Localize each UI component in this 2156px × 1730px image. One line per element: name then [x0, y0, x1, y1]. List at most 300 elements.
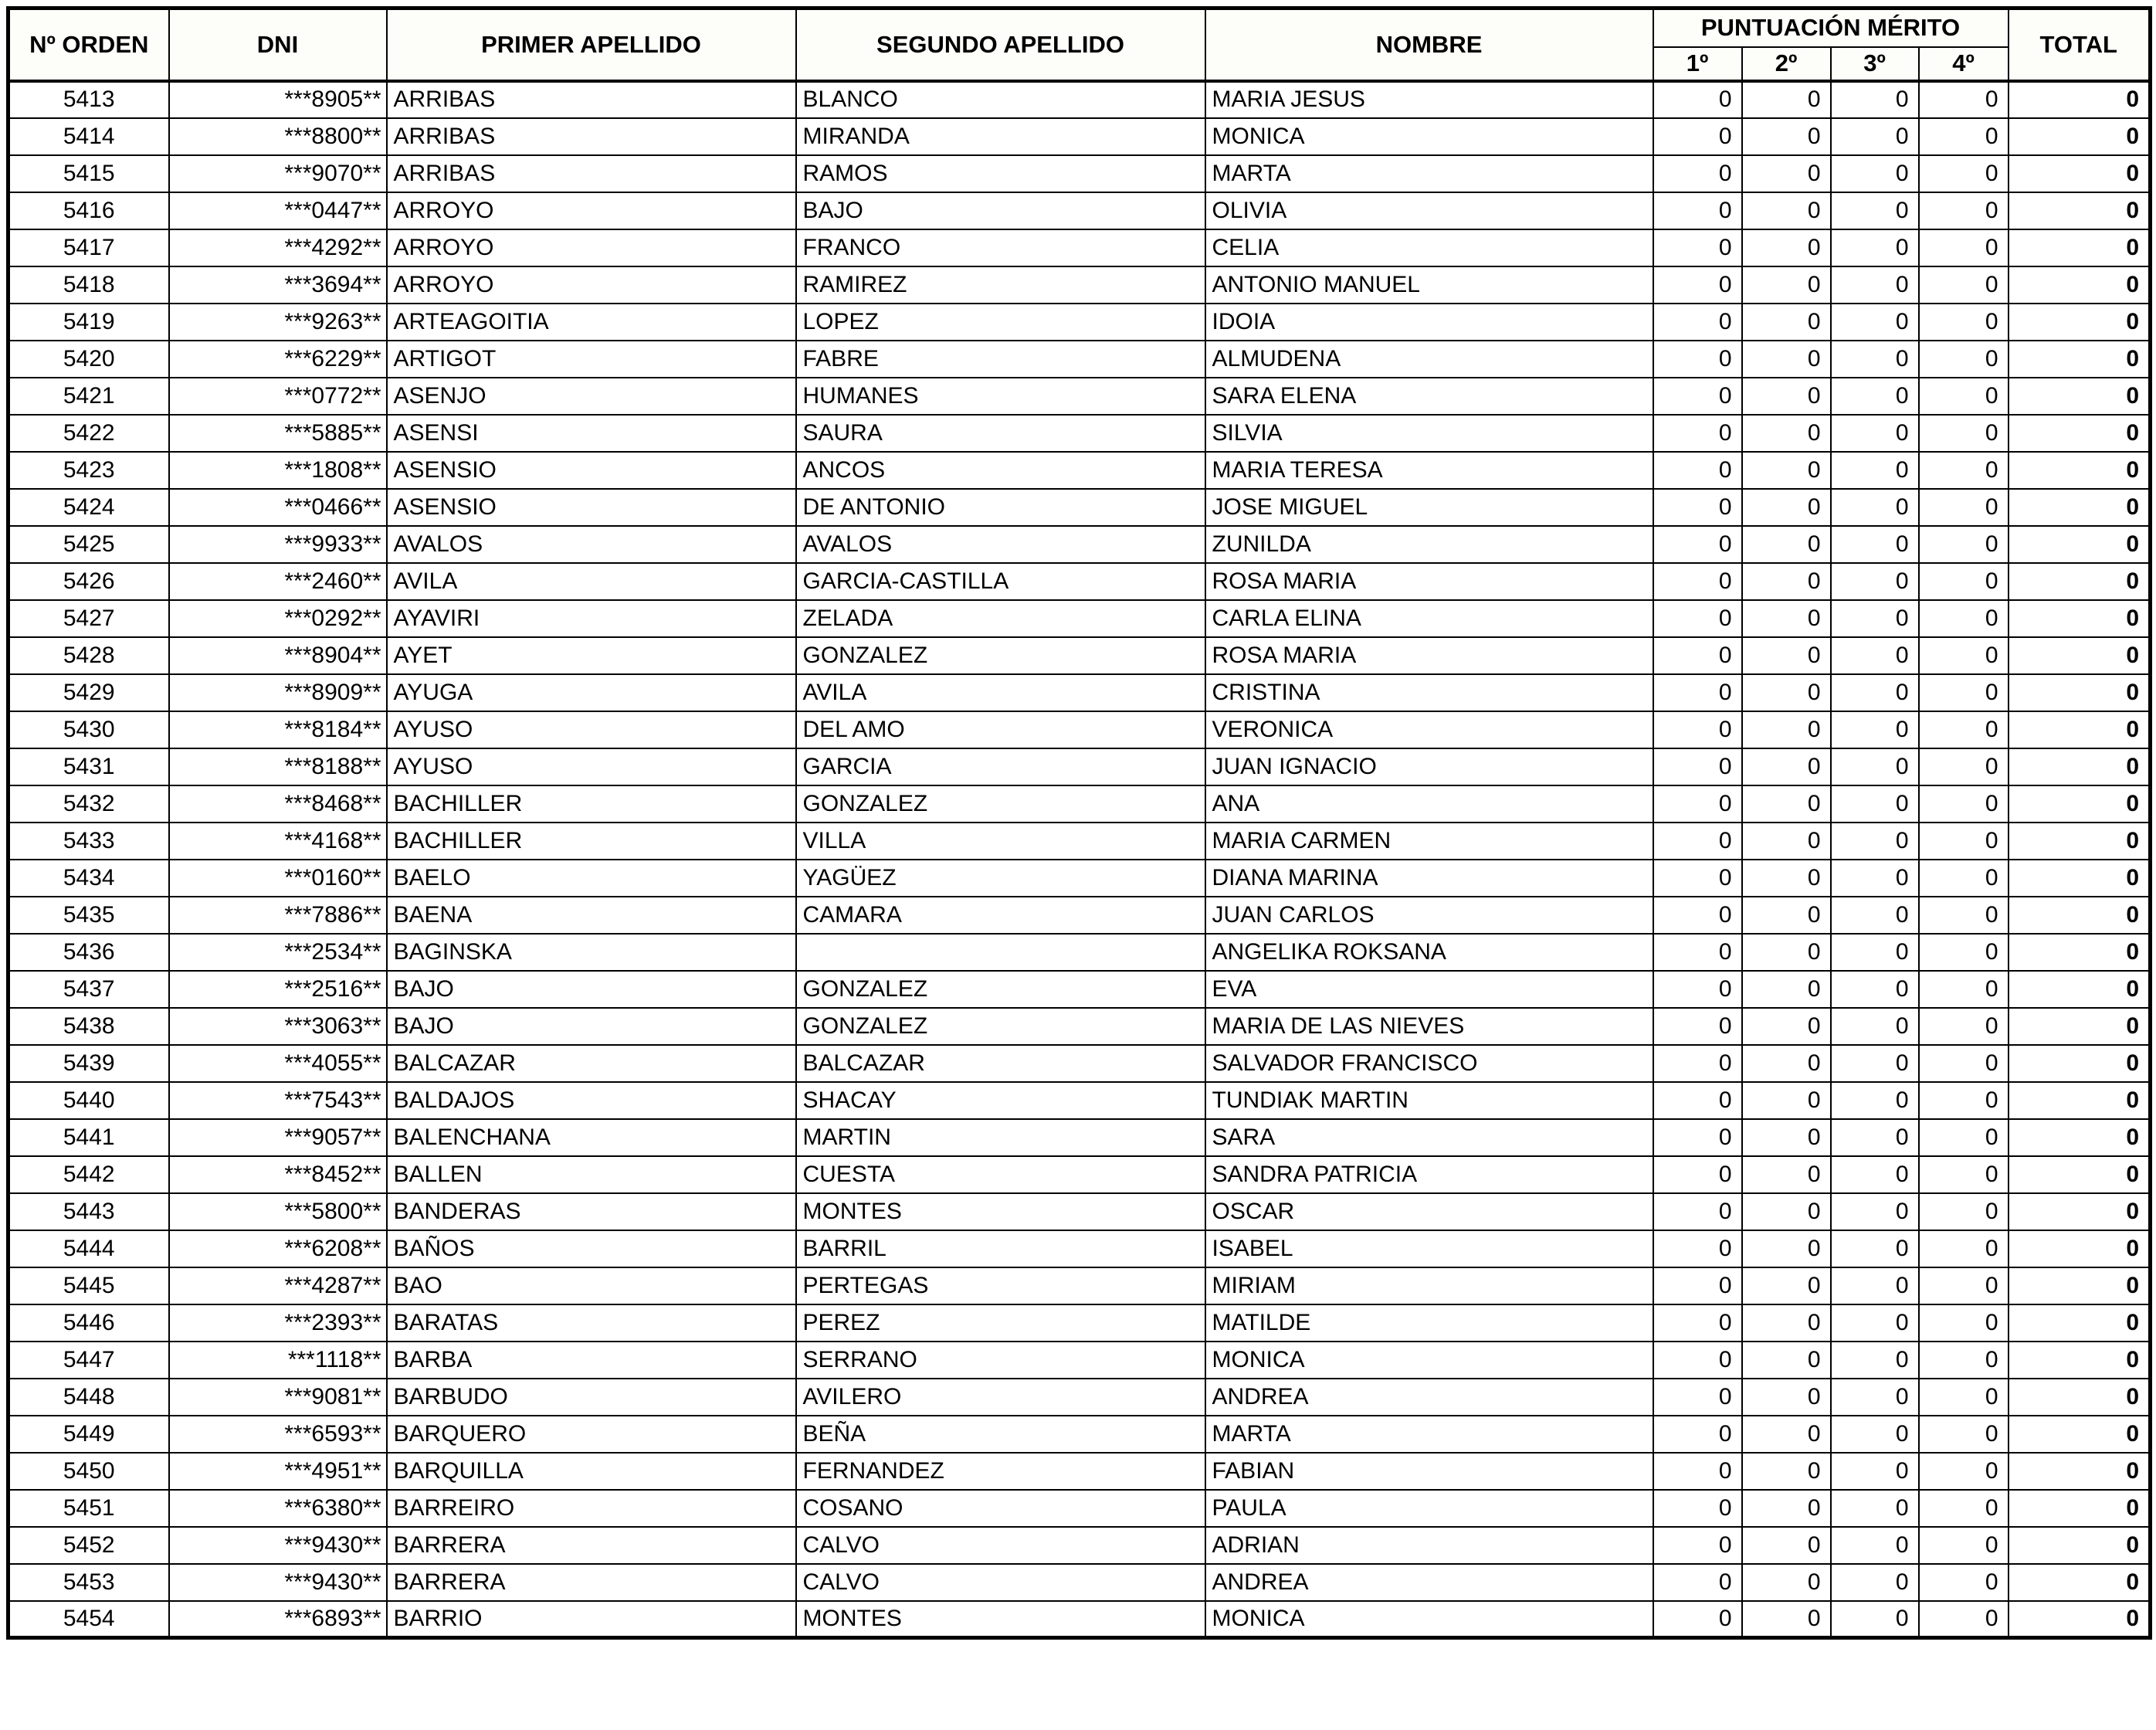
score-2-cell: 0	[1742, 304, 1831, 341]
total-cell: 0	[2009, 304, 2151, 341]
orden-cell: 5433	[8, 823, 169, 860]
score-2-cell: 0	[1742, 341, 1831, 378]
table-row	[8, 785, 2151, 823]
header-primer-apellido: PRIMER APELLIDO	[387, 8, 796, 81]
score-2-cell: 0	[1742, 1119, 1831, 1156]
nombre-cell: SANDRA PATRICIA	[1205, 1156, 1653, 1193]
primer-apellido-cell: BAÑOS	[387, 1230, 796, 1267]
score-4-cell: 0	[1919, 1267, 2009, 1304]
table-row	[8, 1490, 2151, 1527]
score-2-cell: 0	[1742, 192, 1831, 229]
score-1-cell: 0	[1653, 1156, 1742, 1193]
score-4-cell: 0	[1919, 1230, 2009, 1267]
segundo-apellido-cell: AVILERO	[796, 1379, 1205, 1416]
score-2-cell: 0	[1742, 229, 1831, 266]
dni-cell: ***7886**	[169, 897, 387, 934]
total-cell: 0	[2009, 1527, 2151, 1564]
table-row	[8, 971, 2151, 1008]
orden-cell: 5450	[8, 1453, 169, 1490]
dni-cell: ***5885**	[169, 415, 387, 452]
total-cell: 0	[2009, 1082, 2151, 1119]
nombre-cell: SILVIA	[1205, 415, 1653, 452]
total-cell: 0	[2009, 378, 2151, 415]
score-1-cell: 0	[1653, 1527, 1742, 1564]
table-row	[8, 1193, 2151, 1230]
score-3-cell: 0	[1831, 341, 1919, 378]
score-4-cell: 0	[1919, 1601, 2009, 1638]
primer-apellido-cell: AYUSO	[387, 711, 796, 748]
score-2-cell: 0	[1742, 1564, 1831, 1601]
nombre-cell: FABIAN	[1205, 1453, 1653, 1490]
score-4-cell: 0	[1919, 674, 2009, 711]
nombre-cell: SALVADOR FRANCISCO	[1205, 1045, 1653, 1082]
score-2-cell: 0	[1742, 526, 1831, 563]
orden-cell: 5434	[8, 860, 169, 897]
segundo-apellido-cell	[796, 934, 1205, 971]
score-3-cell: 0	[1831, 1119, 1919, 1156]
dni-cell: ***0466**	[169, 489, 387, 526]
dni-cell: ***0772**	[169, 378, 387, 415]
primer-apellido-cell: AYUGA	[387, 674, 796, 711]
header-dni: DNI	[169, 8, 387, 81]
score-3-cell: 0	[1831, 304, 1919, 341]
segundo-apellido-cell: DE ANTONIO	[796, 489, 1205, 526]
score-4-cell: 0	[1919, 1304, 2009, 1342]
score-2-cell: 0	[1742, 155, 1831, 192]
total-cell: 0	[2009, 415, 2151, 452]
score-2-cell: 0	[1742, 563, 1831, 600]
orden-cell: 5417	[8, 229, 169, 266]
table-row	[8, 1267, 2151, 1304]
segundo-apellido-cell: ZELADA	[796, 600, 1205, 637]
table-row	[8, 81, 2151, 118]
nombre-cell: OSCAR	[1205, 1193, 1653, 1230]
dni-cell: ***9430**	[169, 1564, 387, 1601]
score-3-cell: 0	[1831, 1601, 1919, 1638]
total-cell: 0	[2009, 934, 2151, 971]
segundo-apellido-cell: FERNANDEZ	[796, 1453, 1205, 1490]
merit-table	[6, 6, 2152, 1640]
score-4-cell: 0	[1919, 266, 2009, 304]
dni-cell: ***7543**	[169, 1082, 387, 1119]
score-3-cell: 0	[1831, 934, 1919, 971]
score-3-cell: 0	[1831, 1156, 1919, 1193]
orden-cell: 5437	[8, 971, 169, 1008]
score-3-cell: 0	[1831, 563, 1919, 600]
nombre-cell: ANA	[1205, 785, 1653, 823]
total-cell: 0	[2009, 1193, 2151, 1230]
dni-cell: ***8188**	[169, 748, 387, 785]
score-3-cell: 0	[1831, 785, 1919, 823]
score-3-cell: 0	[1831, 1045, 1919, 1082]
nombre-cell: ANDREA	[1205, 1564, 1653, 1601]
score-4-cell: 0	[1919, 1119, 2009, 1156]
primer-apellido-cell: BALCAZAR	[387, 1045, 796, 1082]
score-1-cell: 0	[1653, 489, 1742, 526]
score-1-cell: 0	[1653, 526, 1742, 563]
score-2-cell: 0	[1742, 1045, 1831, 1082]
segundo-apellido-cell: PERTEGAS	[796, 1267, 1205, 1304]
score-1-cell: 0	[1653, 1045, 1742, 1082]
orden-cell: 5427	[8, 600, 169, 637]
primer-apellido-cell: BAENA	[387, 897, 796, 934]
primer-apellido-cell: AVILA	[387, 563, 796, 600]
score-4-cell: 0	[1919, 489, 2009, 526]
segundo-apellido-cell: BARRIL	[796, 1230, 1205, 1267]
segundo-apellido-cell: GONZALEZ	[796, 971, 1205, 1008]
score-4-cell: 0	[1919, 971, 2009, 1008]
segundo-apellido-cell: AVALOS	[796, 526, 1205, 563]
score-3-cell: 0	[1831, 1230, 1919, 1267]
primer-apellido-cell: BARRERA	[387, 1527, 796, 1564]
score-2-cell: 0	[1742, 452, 1831, 489]
segundo-apellido-cell: GARCIA	[796, 748, 1205, 785]
segundo-apellido-cell: MIRANDA	[796, 118, 1205, 155]
table-row	[8, 823, 2151, 860]
total-cell: 0	[2009, 266, 2151, 304]
primer-apellido-cell: BARBA	[387, 1342, 796, 1379]
score-1-cell: 0	[1653, 711, 1742, 748]
score-2-cell: 0	[1742, 1008, 1831, 1045]
nombre-cell: MIRIAM	[1205, 1267, 1653, 1304]
score-4-cell: 0	[1919, 155, 2009, 192]
table-row	[8, 1379, 2151, 1416]
dni-cell: ***2393**	[169, 1304, 387, 1342]
score-1-cell: 0	[1653, 1379, 1742, 1416]
score-1-cell: 0	[1653, 600, 1742, 637]
segundo-apellido-cell: PEREZ	[796, 1304, 1205, 1342]
table-row	[8, 600, 2151, 637]
orden-cell: 5415	[8, 155, 169, 192]
score-2-cell: 0	[1742, 600, 1831, 637]
table-row	[8, 341, 2151, 378]
score-3-cell: 0	[1831, 674, 1919, 711]
nombre-cell: PAULA	[1205, 1490, 1653, 1527]
score-4-cell: 0	[1919, 1008, 2009, 1045]
table-row	[8, 1416, 2151, 1453]
dni-cell: ***8904**	[169, 637, 387, 674]
score-3-cell: 0	[1831, 378, 1919, 415]
dni-cell: ***6208**	[169, 1230, 387, 1267]
dni-cell: ***8905**	[169, 81, 387, 118]
score-1-cell: 0	[1653, 748, 1742, 785]
total-cell: 0	[2009, 860, 2151, 897]
nombre-cell: ADRIAN	[1205, 1527, 1653, 1564]
dni-cell: ***9070**	[169, 155, 387, 192]
table-row	[8, 304, 2151, 341]
table-row	[8, 489, 2151, 526]
score-4-cell: 0	[1919, 1193, 2009, 1230]
score-4-cell: 0	[1919, 304, 2009, 341]
dni-cell: ***1808**	[169, 452, 387, 489]
orden-cell: 5425	[8, 526, 169, 563]
dni-cell: ***0292**	[169, 600, 387, 637]
header-merito-1: 1º	[1653, 47, 1742, 81]
segundo-apellido-cell: FRANCO	[796, 229, 1205, 266]
segundo-apellido-cell: BEÑA	[796, 1416, 1205, 1453]
score-1-cell: 0	[1653, 1230, 1742, 1267]
table-row	[8, 118, 2151, 155]
total-cell: 0	[2009, 1453, 2151, 1490]
score-1-cell: 0	[1653, 971, 1742, 1008]
segundo-apellido-cell: BAJO	[796, 192, 1205, 229]
segundo-apellido-cell: SERRANO	[796, 1342, 1205, 1379]
total-cell: 0	[2009, 785, 2151, 823]
primer-apellido-cell: AYUSO	[387, 748, 796, 785]
table-row	[8, 1527, 2151, 1564]
orden-cell: 5436	[8, 934, 169, 971]
orden-cell: 5452	[8, 1527, 169, 1564]
dni-cell: ***8909**	[169, 674, 387, 711]
score-3-cell: 0	[1831, 1267, 1919, 1304]
score-4-cell: 0	[1919, 600, 2009, 637]
primer-apellido-cell: ARROYO	[387, 229, 796, 266]
primer-apellido-cell: BANDERAS	[387, 1193, 796, 1230]
table-row	[8, 637, 2151, 674]
score-3-cell: 0	[1831, 1193, 1919, 1230]
score-2-cell: 0	[1742, 1342, 1831, 1379]
dni-cell: ***9057**	[169, 1119, 387, 1156]
score-1-cell: 0	[1653, 1119, 1742, 1156]
score-2-cell: 0	[1742, 81, 1831, 118]
score-3-cell: 0	[1831, 1527, 1919, 1564]
header-merito-4: 4º	[1919, 47, 2009, 81]
dni-cell: ***9263**	[169, 304, 387, 341]
score-3-cell: 0	[1831, 1453, 1919, 1490]
nombre-cell: MARIA DE LAS NIEVES	[1205, 1008, 1653, 1045]
nombre-cell: ALMUDENA	[1205, 341, 1653, 378]
orden-cell: 5443	[8, 1193, 169, 1230]
total-cell: 0	[2009, 1304, 2151, 1342]
segundo-apellido-cell: BLANCO	[796, 81, 1205, 118]
score-1-cell: 0	[1653, 341, 1742, 378]
nombre-cell: VERONICA	[1205, 711, 1653, 748]
orden-cell: 5413	[8, 81, 169, 118]
segundo-apellido-cell: SAURA	[796, 415, 1205, 452]
score-1-cell: 0	[1653, 823, 1742, 860]
score-4-cell: 0	[1919, 785, 2009, 823]
score-4-cell: 0	[1919, 378, 2009, 415]
score-3-cell: 0	[1831, 489, 1919, 526]
primer-apellido-cell: BALENCHANA	[387, 1119, 796, 1156]
header-orden: Nº ORDEN	[8, 8, 169, 81]
nombre-cell: MATILDE	[1205, 1304, 1653, 1342]
total-cell: 0	[2009, 563, 2151, 600]
total-cell: 0	[2009, 674, 2151, 711]
score-4-cell: 0	[1919, 526, 2009, 563]
segundo-apellido-cell: RAMIREZ	[796, 266, 1205, 304]
orden-cell: 5426	[8, 563, 169, 600]
score-2-cell: 0	[1742, 860, 1831, 897]
primer-apellido-cell: ASENSIO	[387, 489, 796, 526]
dni-cell: ***2516**	[169, 971, 387, 1008]
score-2-cell: 0	[1742, 1267, 1831, 1304]
nombre-cell: TUNDIAK MARTIN	[1205, 1082, 1653, 1119]
score-1-cell: 0	[1653, 304, 1742, 341]
total-cell: 0	[2009, 897, 2151, 934]
orden-cell: 5445	[8, 1267, 169, 1304]
score-4-cell: 0	[1919, 1379, 2009, 1416]
nombre-cell: ANTONIO MANUEL	[1205, 266, 1653, 304]
score-2-cell: 0	[1742, 1416, 1831, 1453]
orden-cell: 5421	[8, 378, 169, 415]
score-4-cell: 0	[1919, 1045, 2009, 1082]
score-1-cell: 0	[1653, 1564, 1742, 1601]
total-cell: 0	[2009, 192, 2151, 229]
table-row	[8, 1045, 2151, 1082]
segundo-apellido-cell: COSANO	[796, 1490, 1205, 1527]
score-1-cell: 0	[1653, 452, 1742, 489]
dni-cell: ***2460**	[169, 563, 387, 600]
dni-cell: ***8452**	[169, 1156, 387, 1193]
orden-cell: 5451	[8, 1490, 169, 1527]
table-row	[8, 674, 2151, 711]
total-cell: 0	[2009, 637, 2151, 674]
score-3-cell: 0	[1831, 1082, 1919, 1119]
total-cell: 0	[2009, 1601, 2151, 1638]
segundo-apellido-cell: CALVO	[796, 1527, 1205, 1564]
score-2-cell: 0	[1742, 785, 1831, 823]
score-1-cell: 0	[1653, 1601, 1742, 1638]
header-merito-3: 3º	[1831, 47, 1919, 81]
nombre-cell: MONICA	[1205, 118, 1653, 155]
score-1-cell: 0	[1653, 378, 1742, 415]
primer-apellido-cell: ARTEAGOITIA	[387, 304, 796, 341]
table-body	[8, 81, 2151, 1638]
total-cell: 0	[2009, 823, 2151, 860]
score-2-cell: 0	[1742, 1490, 1831, 1527]
table-row	[8, 1453, 2151, 1490]
score-3-cell: 0	[1831, 81, 1919, 118]
score-2-cell: 0	[1742, 1527, 1831, 1564]
dni-cell: ***8468**	[169, 785, 387, 823]
score-2-cell: 0	[1742, 971, 1831, 1008]
header-nombre: NOMBRE	[1205, 8, 1653, 81]
score-1-cell: 0	[1653, 563, 1742, 600]
score-3-cell: 0	[1831, 1342, 1919, 1379]
score-2-cell: 0	[1742, 711, 1831, 748]
segundo-apellido-cell: SHACAY	[796, 1082, 1205, 1119]
table-row	[8, 1601, 2151, 1638]
total-cell: 0	[2009, 1045, 2151, 1082]
nombre-cell: CELIA	[1205, 229, 1653, 266]
score-2-cell: 0	[1742, 637, 1831, 674]
orden-cell: 5430	[8, 711, 169, 748]
table-row	[8, 563, 2151, 600]
total-cell: 0	[2009, 1119, 2151, 1156]
table-row	[8, 860, 2151, 897]
total-cell: 0	[2009, 341, 2151, 378]
orden-cell: 5449	[8, 1416, 169, 1453]
nombre-cell: ISABEL	[1205, 1230, 1653, 1267]
score-3-cell: 0	[1831, 1564, 1919, 1601]
dni-cell: ***2534**	[169, 934, 387, 971]
primer-apellido-cell: ASENJO	[387, 378, 796, 415]
nombre-cell: IDOIA	[1205, 304, 1653, 341]
primer-apellido-cell: BARREIRO	[387, 1490, 796, 1527]
score-4-cell: 0	[1919, 897, 2009, 934]
score-3-cell: 0	[1831, 860, 1919, 897]
score-1-cell: 0	[1653, 1082, 1742, 1119]
dni-cell: ***0447**	[169, 192, 387, 229]
header-merito-2: 2º	[1742, 47, 1831, 81]
primer-apellido-cell: ASENSIO	[387, 452, 796, 489]
score-4-cell: 0	[1919, 823, 2009, 860]
primer-apellido-cell: ARROYO	[387, 266, 796, 304]
nombre-cell: ANGELIKA ROKSANA	[1205, 934, 1653, 971]
score-2-cell: 0	[1742, 1082, 1831, 1119]
score-1-cell: 0	[1653, 674, 1742, 711]
primer-apellido-cell: AYET	[387, 637, 796, 674]
orden-cell: 5424	[8, 489, 169, 526]
total-cell: 0	[2009, 1230, 2151, 1267]
segundo-apellido-cell: DEL AMO	[796, 711, 1205, 748]
nombre-cell: ANDREA	[1205, 1379, 1653, 1416]
nombre-cell: MARIA CARMEN	[1205, 823, 1653, 860]
primer-apellido-cell: BAO	[387, 1267, 796, 1304]
score-3-cell: 0	[1831, 266, 1919, 304]
primer-apellido-cell: BAJO	[387, 971, 796, 1008]
segundo-apellido-cell: MONTES	[796, 1193, 1205, 1230]
score-4-cell: 0	[1919, 192, 2009, 229]
orden-cell: 5442	[8, 1156, 169, 1193]
nombre-cell: MONICA	[1205, 1601, 1653, 1638]
segundo-apellido-cell: GONZALEZ	[796, 1008, 1205, 1045]
score-3-cell: 0	[1831, 415, 1919, 452]
nombre-cell: ZUNILDA	[1205, 526, 1653, 563]
orden-cell: 5419	[8, 304, 169, 341]
orden-cell: 5422	[8, 415, 169, 452]
segundo-apellido-cell: VILLA	[796, 823, 1205, 860]
score-1-cell: 0	[1653, 1008, 1742, 1045]
score-1-cell: 0	[1653, 1416, 1742, 1453]
table-row	[8, 1230, 2151, 1267]
dni-cell: ***4287**	[169, 1267, 387, 1304]
score-3-cell: 0	[1831, 823, 1919, 860]
segundo-apellido-cell: BALCAZAR	[796, 1045, 1205, 1082]
nombre-cell: EVA	[1205, 971, 1653, 1008]
score-2-cell: 0	[1742, 1453, 1831, 1490]
score-3-cell: 0	[1831, 1008, 1919, 1045]
score-2-cell: 0	[1742, 1379, 1831, 1416]
primer-apellido-cell: BARATAS	[387, 1304, 796, 1342]
orden-cell: 5414	[8, 118, 169, 155]
score-4-cell: 0	[1919, 1082, 2009, 1119]
score-4-cell: 0	[1919, 415, 2009, 452]
total-cell: 0	[2009, 526, 2151, 563]
score-3-cell: 0	[1831, 711, 1919, 748]
nombre-cell: SARA ELENA	[1205, 378, 1653, 415]
total-cell: 0	[2009, 971, 2151, 1008]
nombre-cell: JUAN IGNACIO	[1205, 748, 1653, 785]
score-4-cell: 0	[1919, 118, 2009, 155]
total-cell: 0	[2009, 118, 2151, 155]
score-1-cell: 0	[1653, 118, 1742, 155]
orden-cell: 5435	[8, 897, 169, 934]
table-row	[8, 1119, 2151, 1156]
total-cell: 0	[2009, 1416, 2151, 1453]
table-row	[8, 711, 2151, 748]
nombre-cell: SARA	[1205, 1119, 1653, 1156]
primer-apellido-cell: AVALOS	[387, 526, 796, 563]
orden-cell: 5429	[8, 674, 169, 711]
segundo-apellido-cell: GARCIA-CASTILLA	[796, 563, 1205, 600]
segundo-apellido-cell: ANCOS	[796, 452, 1205, 489]
score-1-cell: 0	[1653, 897, 1742, 934]
score-2-cell: 0	[1742, 1193, 1831, 1230]
score-4-cell: 0	[1919, 81, 2009, 118]
score-3-cell: 0	[1831, 897, 1919, 934]
